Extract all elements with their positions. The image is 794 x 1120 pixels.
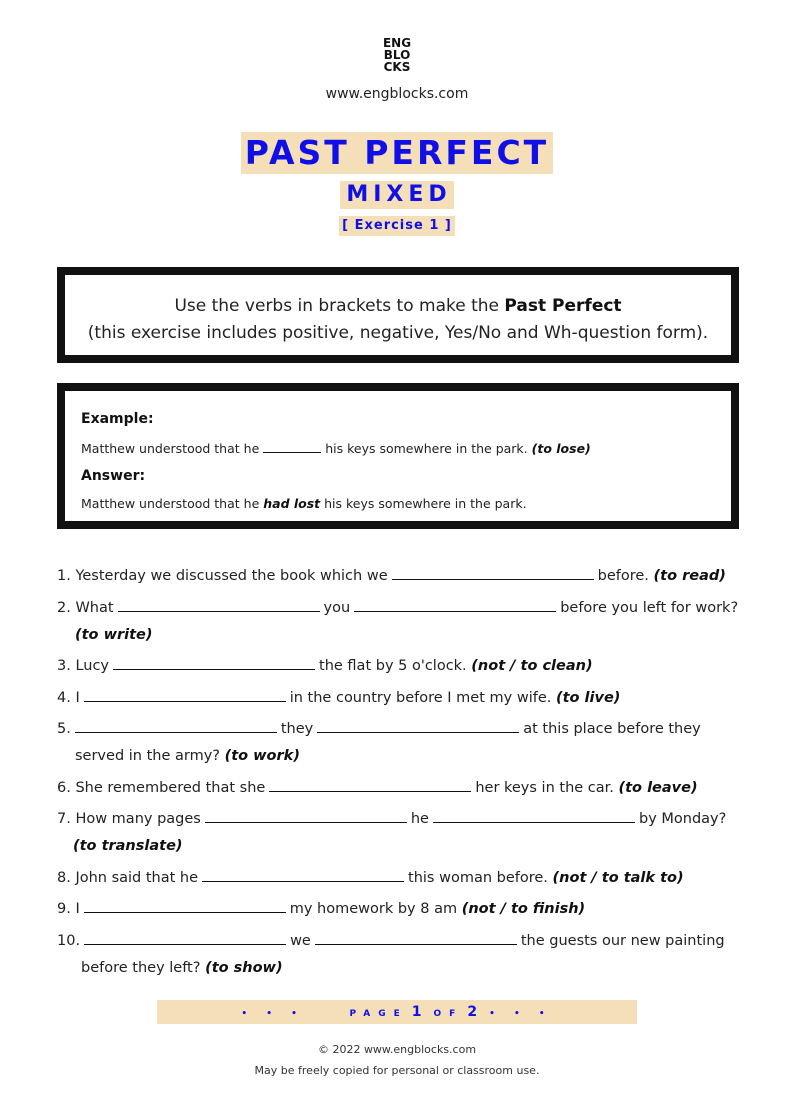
q-text: 2. What (57, 600, 114, 616)
q-text: before you left for work? (560, 600, 739, 616)
instructions-line-2: (this exercise includes positive, negative, Yes/No and Wh-question form). (87, 323, 709, 343)
logo-line: CKS (383, 60, 411, 74)
question-9 (57, 901, 585, 917)
q-text: my homework by 8 am (289, 901, 458, 917)
engblocks-logo (0, 37, 794, 73)
question-5 (57, 721, 701, 737)
instructions-line-1 (65, 293, 731, 320)
q-text: 10. (57, 933, 81, 949)
verb-hint: (not / to talk to) (552, 870, 684, 886)
q-text: 1. Yesterday we discussed the book which we (57, 568, 388, 584)
verb-hint: (to read) (653, 568, 726, 584)
q-text: 4. I (57, 690, 80, 706)
instructions-box (57, 267, 739, 363)
question-4 (57, 690, 620, 706)
question-5-cont (75, 748, 300, 764)
verb-hint: (to write) (75, 627, 153, 643)
instructions-bold: Past Perfect (504, 296, 622, 316)
q-text: at this place before they (523, 721, 701, 737)
question-1 (57, 568, 726, 584)
q-text: he (410, 811, 429, 827)
page-indicator (157, 1000, 637, 1024)
q-text: by Monday? (638, 811, 727, 827)
answer-blank[interactable] (84, 943, 286, 945)
example-pre: Matthew understood that he (81, 441, 264, 456)
q-text: the guests our new painting (520, 933, 725, 949)
verb-hint: (not / to finish) (461, 901, 586, 917)
example-hint: (to lose) (531, 441, 591, 456)
answer-sentence (81, 496, 527, 511)
example-blank (263, 451, 321, 453)
exercise-label: [ Exercise 1 ] (339, 216, 455, 236)
q-text: you (323, 600, 351, 616)
q-text: 9. I (57, 901, 80, 917)
question-7-hint (73, 838, 183, 854)
q-text: before they left? (81, 960, 201, 976)
answer-pre: Matthew understood that he (81, 496, 264, 511)
site-url[interactable]: www.engblocks.com (325, 86, 469, 102)
page-title: PAST PERFECT (241, 132, 553, 174)
page-total: 2 (467, 1004, 478, 1020)
answer-blank[interactable] (84, 911, 286, 913)
q-text: 3. Lucy (57, 658, 110, 674)
example-sentence (81, 441, 591, 456)
answer-post: his keys somewhere in the park. (320, 496, 527, 511)
answer-blank[interactable] (354, 610, 556, 612)
q-text: served in the army? (75, 748, 220, 764)
answer-blank[interactable] (205, 821, 407, 823)
example-box (57, 383, 739, 529)
verb-hint: (not / to clean) (471, 658, 593, 674)
dots-right: • • • (489, 1009, 553, 1019)
logo-line: ENG (382, 36, 412, 50)
answer-blank[interactable] (75, 731, 277, 733)
logo-line: BLO (383, 48, 411, 62)
answer-label: Answer: (81, 468, 146, 484)
question-8 (57, 870, 684, 886)
question-2 (57, 600, 738, 616)
question-7 (57, 811, 726, 827)
example-label: Example: (81, 411, 154, 427)
verb-hint: (to live) (555, 690, 621, 706)
dots-left: • • • (241, 1009, 305, 1019)
example-post: his keys somewhere in the park. (321, 441, 532, 456)
verb-hint: (to leave) (618, 780, 698, 796)
q-text: her keys in the car. (475, 780, 614, 796)
answer-blank[interactable] (392, 578, 594, 580)
copyright: © 2022 www.engblocks.com (317, 1043, 477, 1056)
question-2-hint (75, 627, 152, 643)
answer-bold: had lost (263, 496, 321, 511)
of-word: OF (433, 1009, 464, 1019)
q-text: in the country before I met my wife. (289, 690, 552, 706)
answer-blank[interactable] (202, 880, 404, 882)
q-text: 7. How many pages (57, 811, 201, 827)
instructions-text: Use the verbs in brackets to make the (174, 296, 505, 316)
question-10-cont (81, 960, 283, 976)
license-note: May be freely copied for personal or classroom use. (254, 1064, 540, 1077)
answer-blank[interactable] (118, 610, 320, 612)
q-text: we (290, 933, 311, 949)
verb-hint: (to translate) (73, 838, 183, 854)
page-number: 1 (411, 1004, 422, 1020)
answer-blank[interactable] (315, 943, 517, 945)
answer-blank[interactable] (433, 821, 635, 823)
verb-hint: (to work) (224, 748, 300, 764)
question-6 (57, 780, 698, 796)
q-text: this woman before. (408, 870, 548, 886)
q-text: 6. She remembered that she (57, 780, 266, 796)
verb-hint: (to show) (205, 960, 283, 976)
q-text: they (280, 721, 314, 737)
answer-blank[interactable] (84, 700, 286, 702)
page-word: PAGE (349, 1009, 408, 1019)
question-10 (57, 933, 725, 949)
q-text: 5. (57, 721, 71, 737)
answer-blank[interactable] (113, 668, 315, 670)
q-text: before. (597, 568, 649, 584)
question-3 (57, 658, 593, 674)
answer-blank[interactable] (269, 790, 471, 792)
page-subtitle: MIXED (340, 181, 453, 209)
answer-blank[interactable] (317, 731, 519, 733)
q-text: 8. John said that he (57, 870, 199, 886)
q-text: the flat by 5 o'clock. (319, 658, 467, 674)
